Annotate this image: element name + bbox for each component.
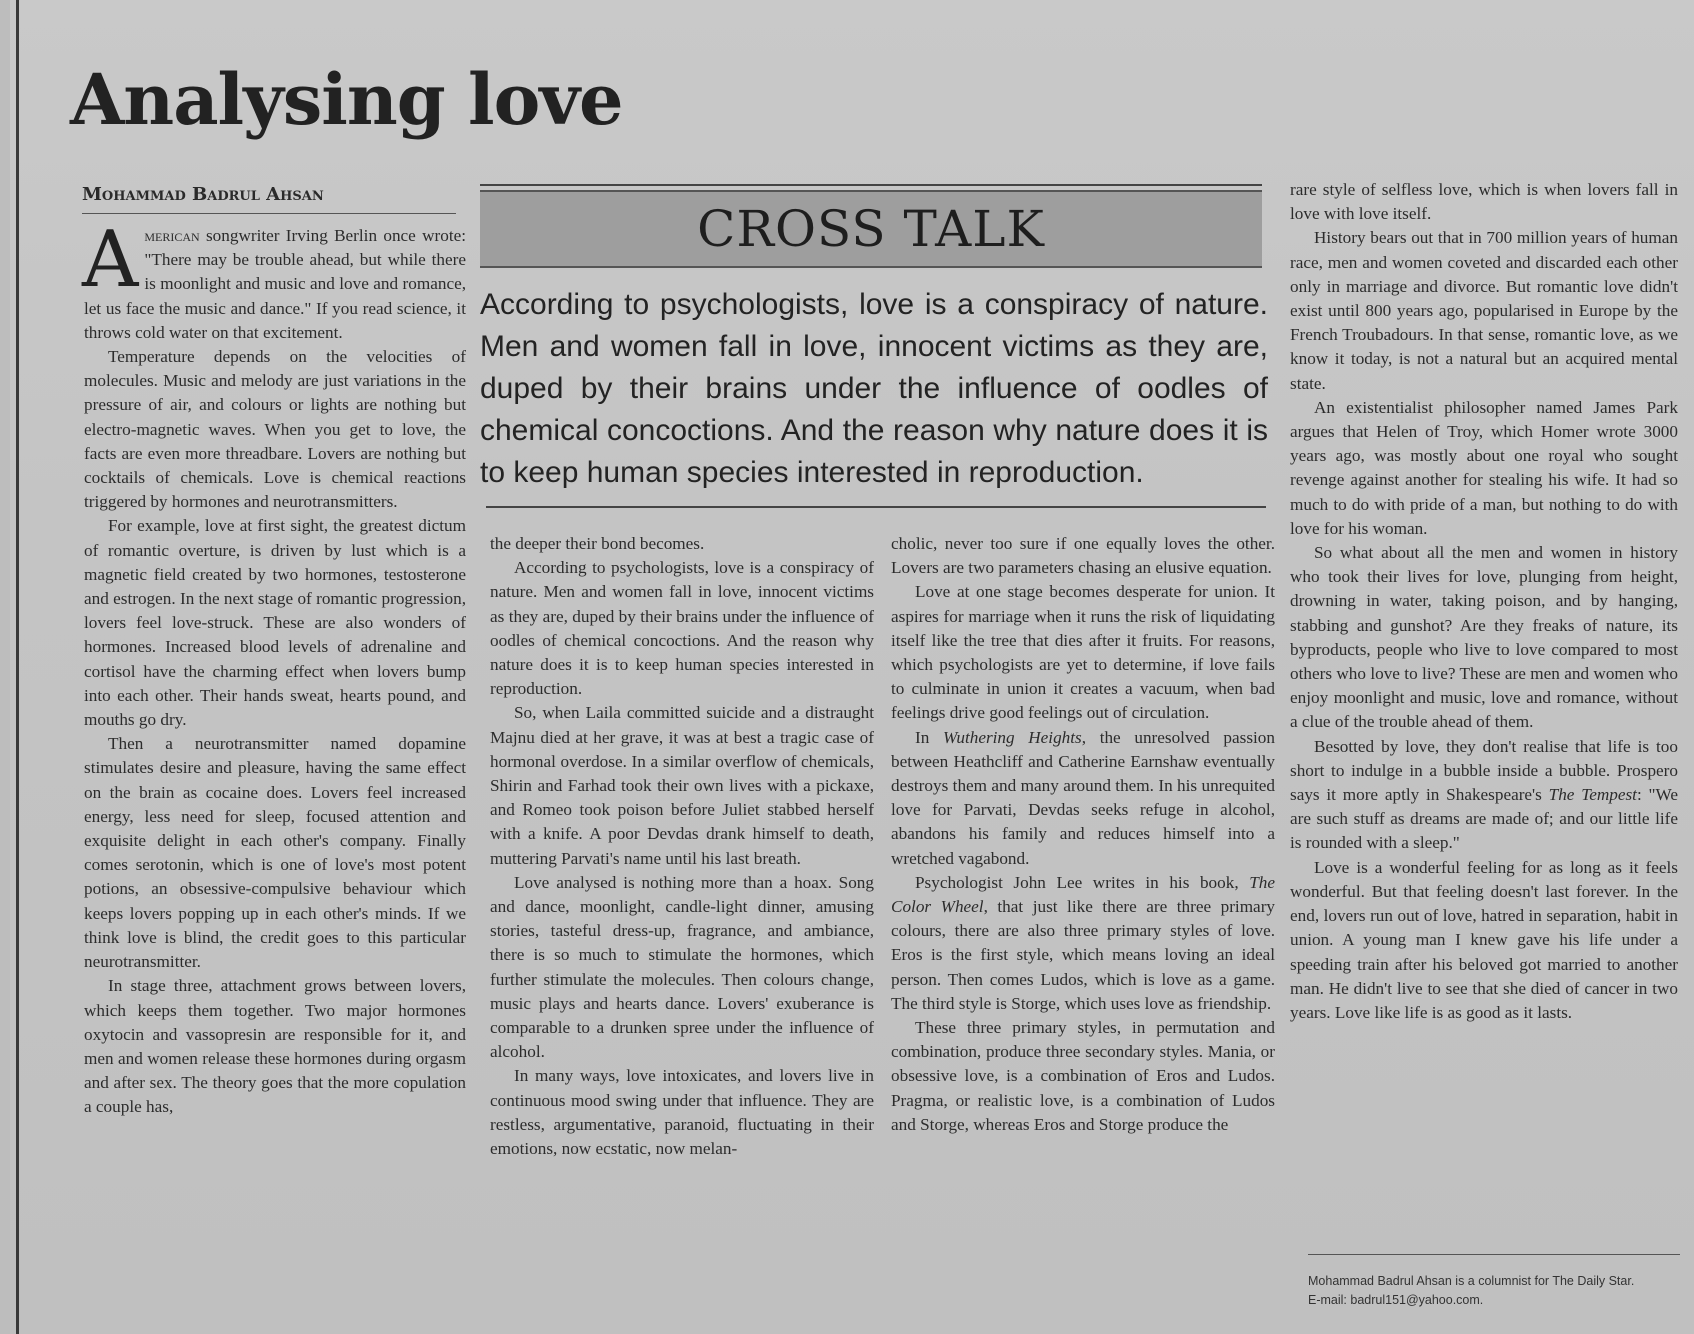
author-note: [1308, 1272, 1688, 1310]
text-run: , that just like there are three primary colours, there are also three primary styles of love. Eros is the first style, which means loving an ideal person. Then comes Ludos, which is love as a game. The third style is Storge, which uses love as friendship.: [891, 897, 1276, 1013]
author-note-rule: [1308, 1254, 1680, 1255]
cross-talk-banner: [480, 190, 1262, 268]
body-paragraph: [1290, 735, 1678, 856]
opening-small-caps: merican: [144, 226, 200, 245]
body-paragraph: [891, 871, 1275, 1016]
body-paragraph: So, when Laila committed suicide and a distraught Majnu died at her grave, it was at best a tragic case of hormonal overdose. In a similar overflow of chemicals, Shirin and Farhad took their own lives with a pickaxe, and Romeo took poison before Juliet stabbed herself with a knife. A poor Devdas drank himself to death, muttering Parvati's name until his last breath.: [490, 703, 874, 868]
body-paragraph: An existentialist philosopher named James Park argues that Helen of Troy, which Homer wrote 3000 years ago, was mostly about one royal who sought revenge against another for stealing his wife. It had so much to do with pride of a man, but nothing to do with love for his woman.: [1290, 397, 1678, 538]
body-paragraph: In many ways, love intoxicates, and lovers live in continuous mood swing under that influence. They are restless, argumentative, paranoid, fluctuating in their emotions, now ecstatic, now melan-: [490, 1066, 874, 1159]
cross-talk-bottom-rule: [486, 506, 1266, 508]
newspaper-page: [10, 0, 1694, 1334]
book-title: Wuthering Heights: [942, 727, 1082, 747]
text-run: , the unresolved passion between Heathcliff and Catherine Earnshaw eventually destroys them and many around them. In his unrequited love for Parvati, Devdas seeks refuge in alcohol, abandons his family and reduces himself into a wretched vagabond.: [891, 727, 1275, 868]
text-run: Psychologist John Lee writes in his book,: [915, 872, 1250, 892]
body-paragraph: These three primary styles, in permutation and combination, produce three secondary styles. Mania, or obsessive love, is a combination of Eros and Ludos. Pragma, or realistic love, is a combination of Ludos and Storge, whereas Eros and Storge produce the: [891, 1018, 1275, 1134]
body-paragraph: So what about all the men and women in history who took their lives for love, plunging from height, drowning in water, taking poison, and by hanging, stabbing and gunshot? Are they freaks of nature, its byproducts, people who live to love compared to most others who love to live? These are men and women who enjoy moonlight and music, love and romance, without a clue of the trouble ahead of them.: [1290, 543, 1678, 732]
pull-quote: According to psychologists, love is a conspiracy of nature. Men and women fall in love, innocent victims as they are, duped by their brains under the influence of oodles of chemical concoctions. And the reason why nature does it is to keep human species interested in reproduction.: [480, 288, 1268, 489]
body-paragraph: cholic, never too sure if one equally loves the other. Lovers are two parameters chasing an elusive equation.: [891, 534, 1275, 578]
body-paragraph: History bears out that in 700 million years of human race, men and women coveted and discarded each other only in marriage and divorce. But romantic love didn't exist until 800 years ago, popularised in Europe by the French Troubadours. In that sense, romantic love, as we know it today, is not a natural but an acquired mental state.: [1290, 228, 1678, 393]
body-paragraph: the deeper their bond becomes.: [490, 534, 705, 553]
author-note-email: E-mail: badrul151@yahoo.com.: [1308, 1293, 1484, 1307]
opening-text: songwriter Irving Berlin once wrote: "There may be trouble ahead, but while there is moonlight and music and love and romance, let us face the music and dance." If you read science, it throws cold water on that excitement.: [84, 226, 466, 342]
cross-talk-top-rule: [480, 184, 1262, 186]
body-paragraph: Then a neurotransmitter named dopamine stimulates desire and pleasure, having the same effect on the brain as cocaine does. Lovers feel increased energy, less need for sleep, focused attention and exquisite delight in each other's company. Finally comes serotonin, which is one of love's most potent potions, an obsessive-compulsive behaviour which keeps lovers popping up in each other's minds. If we think love is blind, the credit goes to this particular neurotransmitter.: [84, 734, 466, 972]
drop-cap: A: [82, 215, 139, 305]
article-byline: Mohammad Badrul Ahsan: [82, 184, 456, 214]
body-paragraph: For example, love at first sight, the greatest dictum of romantic overture, is driven by lust which is a magnetic field created by two hormones, testosterone and estrogen. In the next stage of romantic progression, lovers feel love-struck. These are also wonders of hormones. Increased blood levels of adrenaline and cortisol have the charming effect when lovers bump into each other. Their hands sweat, hearts pound, and mouths go dry.: [84, 516, 466, 730]
article-headline: Analysing love: [70, 58, 623, 141]
body-paragraph: According to psychologists, love is a conspiracy of nature. Men and women fall in love, innocent victims as they are, duped by their brains under the influence of oodles of chemical concoctions. And the reason why nature does it is to keep human species interested in reproduction.: [490, 558, 874, 699]
text-run: : "We are such stuff as dreams are made of; and our little life is rounded with a sleep.": [1290, 785, 1678, 853]
body-paragraph: Temperature depends on the velocities of molecules. Music and melody are just variations in the pressure of air, and colours or lights are nothing but electro-magnetic waves. When you get to love, the facts are even more threadbare. Lovers are nothing but cocktails of chemicals. Love is chemical reactions triggered by hormones and neurotransmitters.: [84, 347, 466, 512]
article-column-3: [891, 532, 1275, 1137]
cross-talk-title: CROSS TALK: [697, 200, 1045, 258]
article-column-4: [1290, 178, 1678, 1025]
page-edge-rule: [16, 0, 19, 1334]
play-title: The Tempest: [1548, 785, 1637, 805]
article-column-2: [490, 532, 874, 1161]
body-paragraph: Love at one stage becomes desperate for union. It aspires for marriage when it runs the risk of liquidating itself like the tree that dies after it fruits. For reasons, which psychologists are yet to determine, if love fails to culminate in union it creates a vacuum, when bad feelings drive good feelings out of circulation.: [891, 582, 1275, 723]
author-note-bio: Mohammad Badrul Ahsan is a columnist for The Daily Star.: [1308, 1274, 1635, 1288]
body-paragraph: Love analysed is nothing more than a hoax. Song and dance, moonlight, candle-light dinner, amusing stories, tasteful dress-up, fragrance, and ambiance, there is so much to stimulate the hormones, which further stimulate the molecules. Then colours change, music plays and hearts dance. Lovers' exuberance is comparable to a drunken spree under the influence of alcohol.: [490, 872, 874, 1062]
article-column-1: [82, 215, 466, 1120]
book-title: The Color Wheel: [891, 872, 1275, 917]
text-run: In: [915, 727, 943, 747]
body-paragraph: rare style of selfless love, which is when lovers fall in love with love itself.: [1290, 180, 1678, 224]
body-paragraph: Love is a wonderful feeling for as long as it feels wonderful. But that feeling doesn't last forever. In the end, lovers run out of love, hatred in separation, habit in union. A young man I knew gave his life under a speeding train after his beloved got married to another man. He didn't live to see that she died of cancer in two years. Love like life is as good as it lasts.: [1290, 857, 1678, 1022]
body-paragraph: In stage three, attachment grows between lovers, which keeps them together. Two major hormones oxytocin and vassopresin are responsible for it, and men and women release these hormones during orgasm and after sex. The theory goes that the more copulation a couple has,: [84, 976, 466, 1117]
text-run: Besotted by love, they don't realise that life is too short to indulge in a bubble inside a bubble. Prospero says it more aptly in Shakespeare's: [1290, 736, 1678, 805]
body-paragraph: [891, 726, 1275, 871]
opening-paragraph: [82, 215, 466, 345]
